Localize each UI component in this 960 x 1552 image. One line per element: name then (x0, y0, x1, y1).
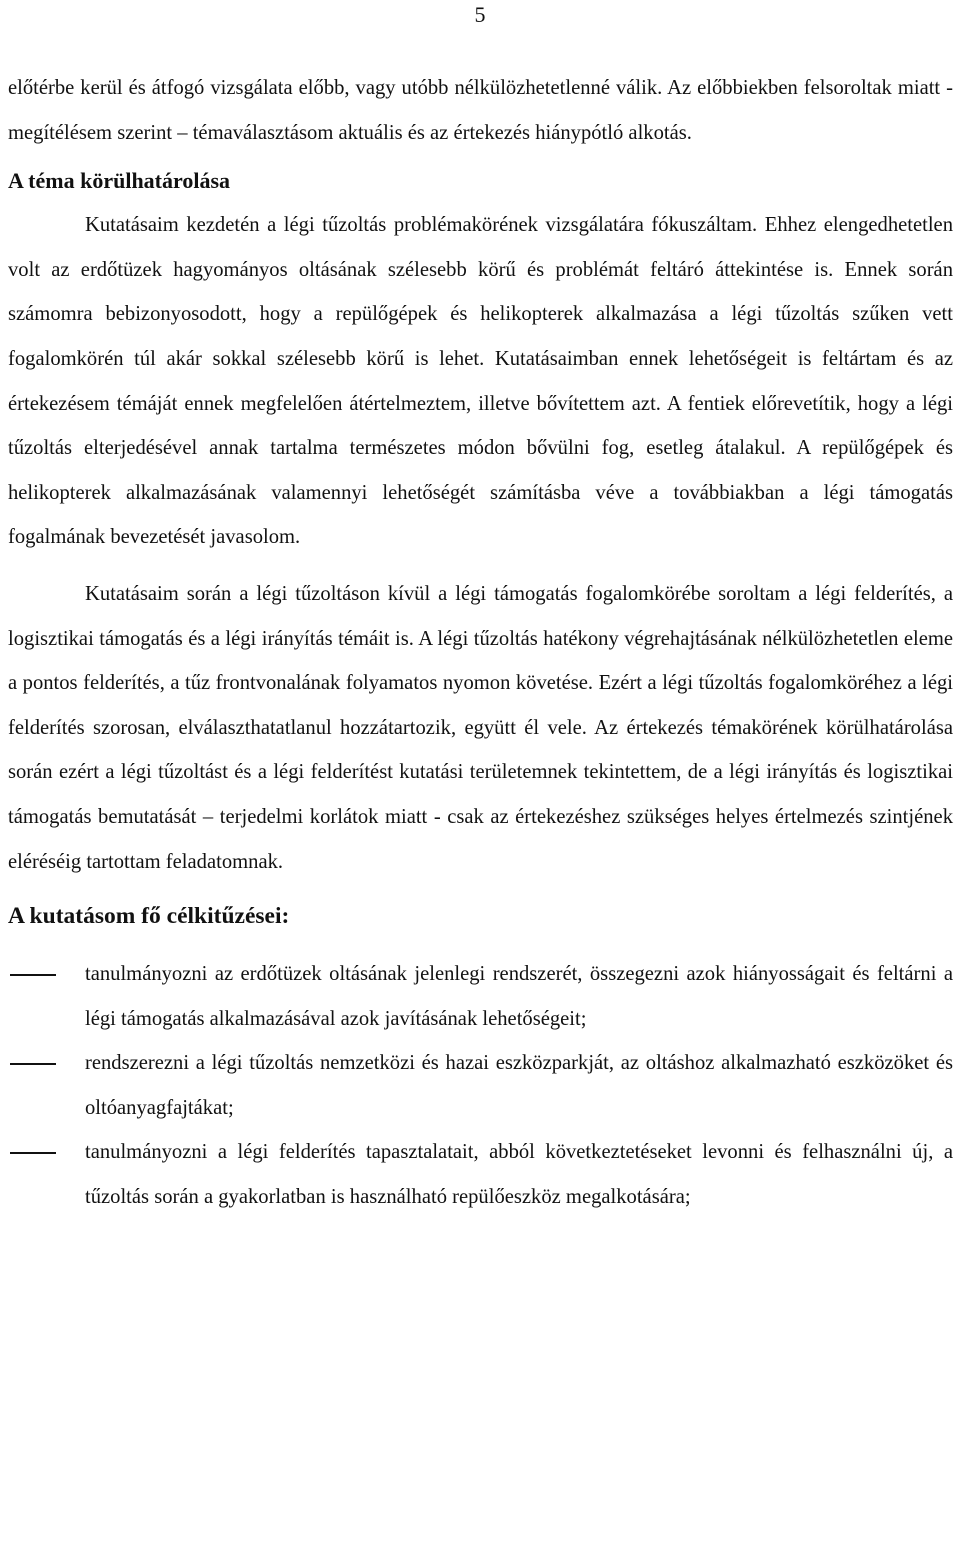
section-heading-goals: A kutatásom fő célkitűzései: (8, 903, 290, 930)
goal-text: tanulmányozni a légi felderítés tapasztalatait, abból következtetéseket levonni és felhasználni új, a tűzoltás során a gyakorlatban is használható repülőeszköz megalkotására; (85, 1141, 953, 1209)
dash-bullet-icon (10, 1152, 56, 1154)
goals-list (8, 952, 953, 1220)
list-item (8, 1041, 953, 1130)
goal-text: tanulmányozni az erdőtüzek oltásának jelenlegi rendszerét, összegezni azok hiányosságait és feltárni a légi támogatás alkalmazásával azok javításának lehetőségeit; (85, 963, 953, 1030)
goal-text: rendszerezni a légi tűzoltás nemzetközi és hazai eszközparkját, az oltáshoz alkalmazható eszközöket és oltóanyagfajtákat; (85, 1052, 953, 1119)
intro-paragraph: előtérbe kerül és átfogó vizsgálata előbb, vagy utóbb nélkülözhetetlenné válik. Az előbbiekben felsoroltak miatt - megítélésem szerint – témaválasztásom aktuális és az értekezés hiánypótló alkotás. (8, 77, 953, 144)
page-number: 5 (474, 2, 486, 27)
document-body (8, 66, 953, 1220)
scope-paragraph: Kutatásaim kezdetén a légi tűzoltás problémakörének vizsgálatára fókuszáltam. Ehhez elengedhetetlen volt az erdőtüzek hagyományos oltásának szélesebb körű és problémát feltáró áttekintése is. Ennek során számomra bebizonyosodott, hogy a repülőgépek és helikopterek alkalmazása a légi tűzoltás szűken vett fogalomkörén túl akár sokkal szélesebb körű is lehet. Kutatásaimban ennek lehetőségeit is feltártam és az értekezésem témáját ennek megfelelően átértelmeztem, illetve bővítettem azt. A fentiek előrevetítik, hogy a légi tűzoltás elterjedésével annak tartalma természetes módon bővülni fog, esetleg átalakul. A repülőgépek és helikopterek alkalmazásának valamennyi lehetőségét számításba véve a továbbiakban a légi támogatás fogalmának bevezetését javasolom. (8, 214, 953, 549)
dash-bullet-icon (10, 1063, 56, 1065)
section-heading-scope: A téma körülhatárolása (8, 168, 231, 194)
dash-bullet-icon (10, 974, 56, 976)
list-item (8, 1130, 953, 1219)
list-item (8, 952, 953, 1041)
research-paragraph: Kutatásaim során a légi tűzoltáson kívül a légi támogatás fogalomkörébe soroltam a légi felderítés, a logisztikai támogatás és a légi irányítás témáit is. A légi tűzoltás hatékony végrehajtásának nélkülözhetetlen eleme a pontos felderítés, a tűz frontvonalának folyamatos nyomon követése. Ezért a légi tűzoltás fogalomköréhez a légi felderítés szorosan, elválaszthatatlanul hozzátartozik, együtt él vele. Az értekezés témakörének körülhatárolása során ezért a légi tűzoltást és a légi felderítést kutatási területemnek tekintettem, de a légi irányítás és logisztikai támogatás bemutatását – terjedelmi korlátok miatt - csak az értekezéshez szükséges helyes értelmezés szintjének eléréséig tartottam feladatomnak. (8, 582, 953, 873)
